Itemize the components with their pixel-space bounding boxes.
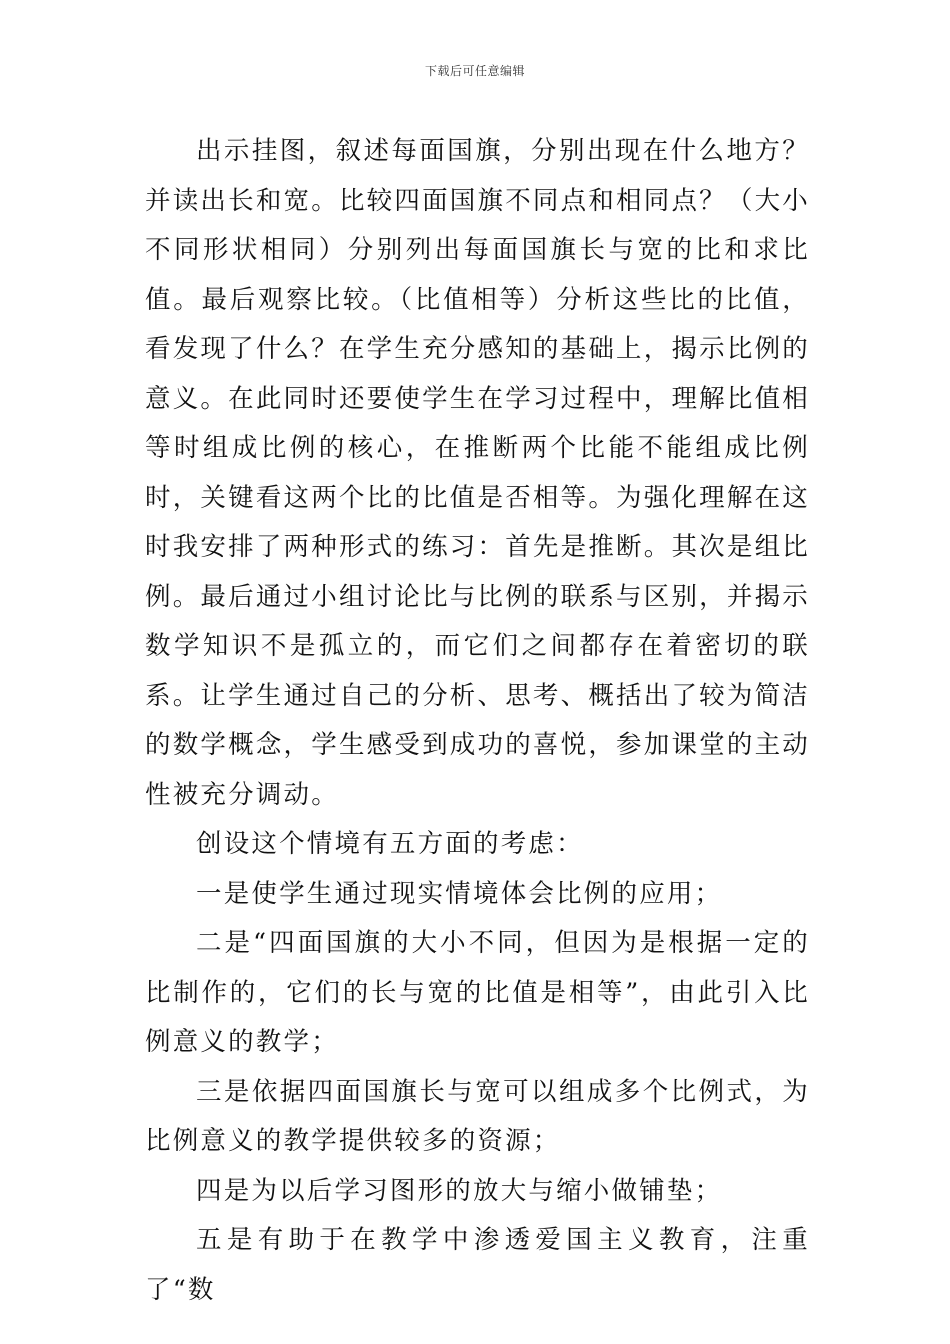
paragraph-consideration-4: 四是为以后学习图形的放大与缩小做铺垫； — [196, 1175, 723, 1206]
paragraph-consideration-2: 二是“四面国旗的大小不同，但因为是根据一定的比制作的，它们的长与宽的比值是相等”，由此引入比例意义的教学； — [145, 928, 810, 1057]
paragraph-consideration-5: 五是有助于在教学中渗透爱国主义教育，注重了“数 — [145, 1225, 810, 1305]
paragraph-consideration-3: 三是依据四面国旗长与宽可以组成多个比例式，为比例意义的教学提供较多的资源； — [145, 1076, 810, 1156]
paragraph-consideration-1: 一是使学生通过现实情境体会比例的应用； — [196, 878, 723, 909]
paragraph-considerations-intro: 创设这个情境有五方面的考虑： — [196, 829, 584, 859]
body-text — [145, 127, 810, 1315]
paragraph-lesson-description: 出示挂图，叙述每面国旗，分别出现在什么地方？并读出长和宽。比较四面国旗不同点和相同点？（大小不同形状相同）分别列出每面国旗长与宽的比和求比值。最后观察比较。（比值相等）分析这些比的比值，看发现了什么？在学生充分感知的基础上，揭示比例的意义。在此同时还要使学生在学习过程中，理解比值相等时组成比例的核心，在推断两个比能不能组成比例时，关键看这两个比的比值是否相等。为强化理解在这时我安排了两种形式的练习：首先是推断。其次是组比例。最后通过小组讨论比与比例的联系与区别，并揭示数学知识不是孤立的，而它们之间都存在着密切的联系。让学生通过自己的分析、思考、概括出了较为简洁的数学概念，学生感受到成功的喜悦，参加课堂的主动性被充分调动。 — [145, 136, 810, 810]
page-header: 下载后可任意编辑 — [424, 64, 525, 78]
